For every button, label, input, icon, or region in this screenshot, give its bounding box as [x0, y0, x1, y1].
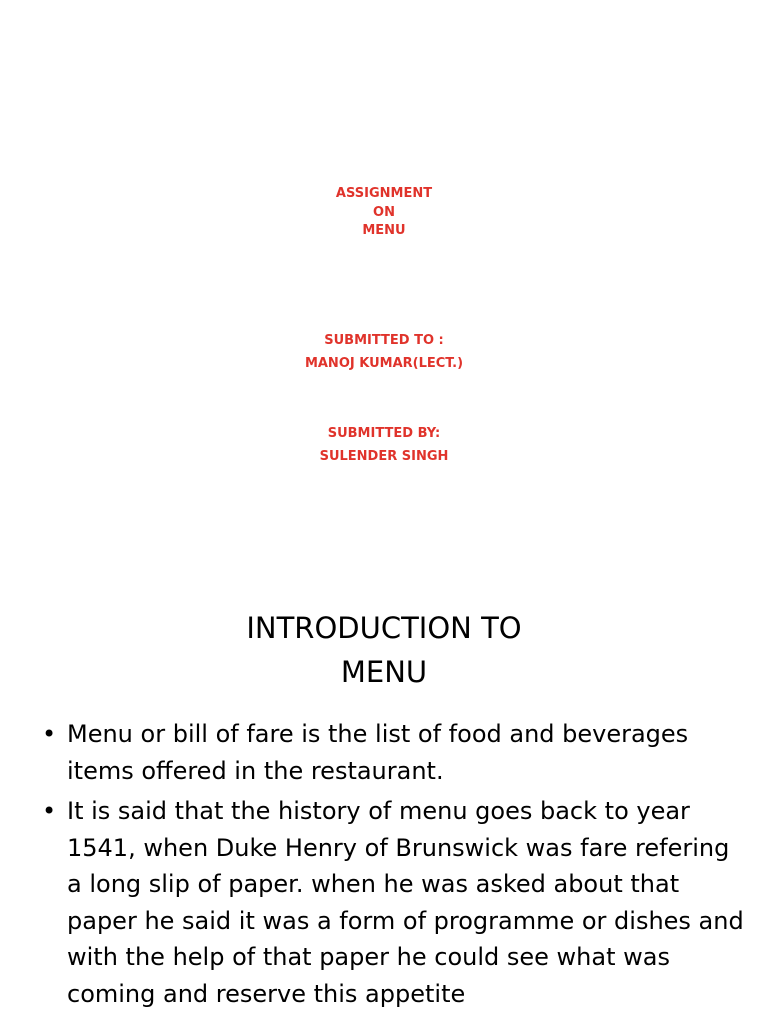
intro-heading-line-2: MENU [340, 655, 428, 689]
assignment-title-line-3: MENU [362, 223, 406, 238]
assignment-title-line-1: ASSIGNMENT [335, 186, 433, 201]
bullet-icon: • [42, 797, 57, 825]
submitted-to-name: MANOJ KUMAR(LECT.) [304, 356, 464, 371]
submitted-by-label: SUBMITTED BY: [327, 426, 441, 441]
intro-heading-line-1: INTRODUCTION TO [246, 611, 522, 645]
introduction-slide [0, 590, 768, 1024]
list-item [0, 793, 768, 1012]
list-item [0, 716, 768, 789]
intro-bullet-list [0, 716, 768, 1016]
submitted-by-name: SULENDER SINGH [319, 449, 449, 464]
bullet-icon: • [42, 720, 57, 748]
submitted-to-label: SUBMITTED TO : [324, 333, 444, 348]
assignment-title-line-2: ON [373, 205, 395, 220]
bullet-text: It is said that the history of menu goes back to year 1541, when Duke Henry of Brunswick was fare refering a long slip of paper. when he was asked about that paper he said it was a form of programme or dishes and with the help of that paper he could see what was coming and reserve this appetite [67, 797, 744, 1008]
bullet-text: Menu or bill of fare is the list of food and beverages items offered in the restaurant. [67, 720, 689, 785]
